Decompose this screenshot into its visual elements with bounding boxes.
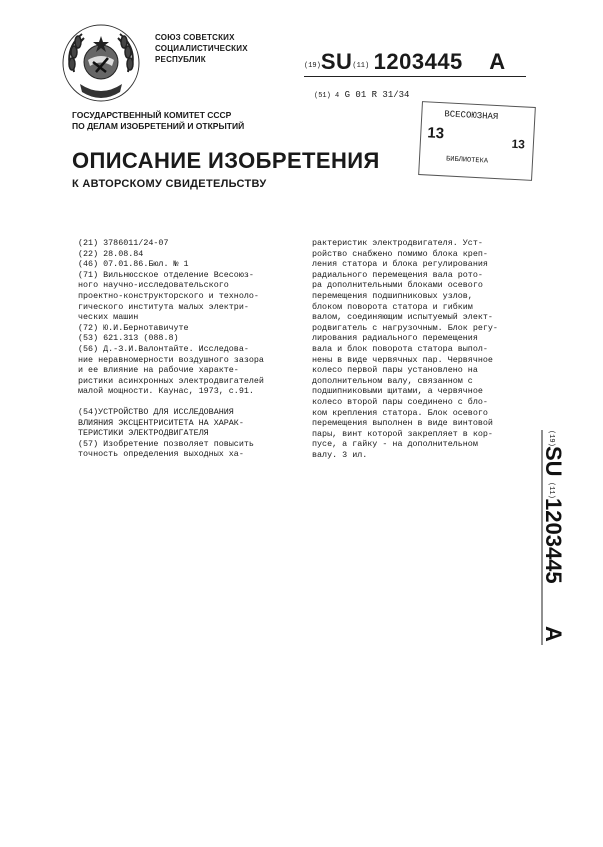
abstract-line: валом, соединяющим испытуемый элект-: [312, 312, 493, 323]
side-number-tag: (11): [547, 482, 555, 499]
number-tag: (11): [352, 62, 370, 70]
biblio-line: ческих машин: [78, 312, 139, 323]
agency-line: ГОСУДАРСТВЕННЫЙ КОМИТЕТ СССР: [72, 110, 232, 120]
library-stamp: [418, 101, 536, 181]
abstract-line: пары, винт которой закрепляет в кор-: [312, 428, 493, 439]
abstract-line: блоком поворота статора и гибким: [312, 301, 473, 312]
abstract-line: ройство снабжено помимо блока креп-: [312, 248, 488, 259]
abstract-line: перемещения выполнен в виде винтовой: [312, 418, 493, 429]
country-tag: (19): [304, 62, 321, 70]
union-name: [155, 32, 265, 65]
agency-line: ПО ДЕЛАМ ИЗОБРЕТЕНИЙ И ОТКРЫТИЙ: [72, 121, 245, 131]
abstract-line: пусе, а гайку - на дополнительном: [312, 439, 478, 450]
side-patent-number: [522, 430, 566, 650]
abstract-line: рактеристик электродвигателя. Уст-: [312, 238, 483, 248]
abstract-column: [312, 238, 532, 460]
stamp-number: 13: [511, 136, 526, 152]
biblio-line: (22) 28.08.84: [78, 248, 144, 259]
abstract-line: лирования радиального перемещения: [312, 333, 478, 344]
abstract-line: ления статора и блока регулирования: [312, 259, 488, 270]
abstract-line: вала и блок поворота статора выпол-: [312, 343, 488, 354]
union-name-line: СОЮЗ СОВЕТСКИХ: [155, 33, 235, 42]
biblio-line: ного научно-исследовательского: [78, 280, 229, 291]
side-country-code: SU: [541, 446, 566, 477]
biblio-line: (21) 3786011/24-07: [78, 238, 169, 248]
biblio-line: (56) Д.-З.И.Валонтайте. Исследова-: [78, 343, 249, 354]
abstract-line: перемещения подшипниковых узлов,: [312, 290, 473, 301]
document-title: ОПИСАНИЕ ИЗОБРЕТЕНИЯ: [72, 148, 380, 173]
abstract-line: дополнительном валу, связанном с: [312, 375, 473, 386]
abstract-line: колесо первой пары установлено на: [312, 365, 478, 376]
document-subtitle: К АВТОРСКОМУ СВИДЕТЕЛЬСТВУ: [72, 178, 267, 190]
invention-title-line: ТЕРИСТИКИ ЭЛЕКТРОДВИГАТЕЛЯ: [78, 428, 209, 439]
invention-title-line: ВЛИЯНИЯ ЭКСЦЕНТРИСИТЕТА НА ХАРАК-: [78, 417, 244, 428]
biblio-line: малой мощности. Каунас, 1973, с.91.: [78, 386, 254, 397]
abstract-line: нены в виде червячных пар. Червячное: [312, 354, 493, 365]
abstract-line: ра дополнительными блоками осевого: [312, 280, 483, 291]
patent-number: 1203445: [373, 49, 463, 74]
biblio-line: ние неравномерности воздушного зазора: [78, 354, 264, 365]
biblio-line: (71) Вильнюсское отделение Всесоюз-: [78, 269, 254, 280]
biblio-line: ристики асинхронных электродвигателей: [78, 375, 264, 386]
abstract-line: радиального перемещения вала рото-: [312, 269, 483, 280]
side-country-tag: (19): [547, 430, 555, 447]
bibliographic-column: [78, 238, 303, 460]
stamp-number: 13: [426, 124, 445, 143]
ipc-classification: [314, 90, 409, 100]
abstract-line: (57) Изобретение позволяет повысить: [78, 438, 254, 449]
patent-number-block: [304, 49, 505, 75]
header-rule: [304, 76, 526, 77]
abstract-line: точность определения выходных ха-: [78, 449, 244, 460]
side-patent-kind: A: [541, 626, 566, 642]
ipc-code: G 01 R 31/34: [344, 90, 410, 100]
biblio-line: (72) Ю.И.Бернотавичуте: [78, 322, 189, 333]
country-code: SU: [320, 49, 353, 74]
biblio-line: гического института малых электри-: [78, 301, 249, 312]
side-patent-digits: 1203445: [541, 498, 566, 584]
stamp-line: БИБЛИОТЕКА: [445, 155, 489, 166]
union-name-line: СОЦИАЛИСТИЧЕСКИХ: [155, 44, 248, 53]
union-name-line: РЕСПУБЛИК: [155, 55, 206, 64]
abstract-line: колесо второй пары соединено с бло-: [312, 396, 488, 407]
abstract-line: валу. 3 ил.: [312, 449, 368, 460]
abstract-line: подшипниковыми щитами, а червячное: [312, 386, 483, 397]
agency-name: [72, 110, 244, 132]
invention-title-line: (54)УСТРОЙСТВО ДЛЯ ИССЛЕДОВАНИЯ: [78, 406, 234, 417]
abstract-line: родвигатель с нагрузочным. Блок регу-: [312, 322, 498, 333]
biblio-line: (53) 621.313 (088.8): [78, 333, 179, 344]
abstract-line: ком крепления статора. Блок осевого: [312, 407, 488, 418]
ussr-emblem: [60, 22, 142, 104]
biblio-line: (46) 07.01.86.Бюл. № 1: [78, 259, 189, 270]
patent-kind: A: [489, 49, 506, 74]
biblio-line: и ее влияние на рабочие характе-: [78, 365, 239, 376]
ipc-tag: (51) 4: [314, 92, 340, 100]
stamp-line: ВСЕСОЮЗНАЯ: [444, 109, 499, 123]
biblio-line: проектно-конструкторского и техноло-: [78, 290, 259, 301]
